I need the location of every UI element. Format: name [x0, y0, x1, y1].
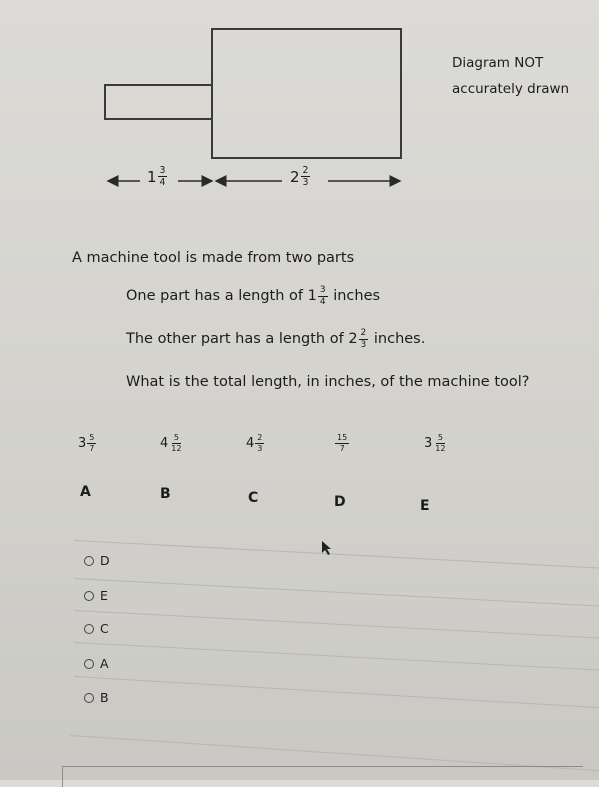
answer-option-label: E — [100, 588, 108, 603]
choice-a-letter: A — [80, 484, 91, 500]
choice-d-value: $\frac{15}{7}$ — [337, 433, 348, 454]
mouse-cursor-icon — [320, 540, 334, 556]
answer-option-e[interactable] — [84, 588, 108, 603]
choice-e-letter: E — [420, 498, 430, 514]
dimension-1-label: 1 $\frac{3}{4}$ — [147, 165, 166, 189]
choice-d-letter: D — [334, 494, 346, 510]
question-ask: What is the total length, in inches, of the machine tool? — [126, 374, 530, 390]
choice-c-value: 4 $\frac{2}{3}$ — [246, 433, 263, 454]
answer-option-a[interactable] — [84, 656, 109, 671]
question-part1: One part has a length of 1 $\frac{3}{4}$ inches — [126, 285, 381, 307]
choice-a-value: 3 $\frac{5}{7}$ — [78, 433, 95, 454]
radio-icon[interactable] — [84, 591, 94, 601]
divider — [74, 610, 599, 639]
choice-e-value: 3 $\frac{5}{12}$ — [424, 433, 446, 454]
answer-option-label: D — [100, 553, 110, 568]
dimension-2-label: 2 $\frac{2}{3}$ — [290, 165, 309, 189]
radio-icon[interactable] — [84, 659, 94, 669]
answer-option-d[interactable] — [84, 553, 110, 568]
choice-b-letter: B — [160, 486, 171, 502]
question-intro: A machine tool is made from two parts — [72, 250, 355, 266]
answer-option-c[interactable] — [84, 621, 109, 636]
radio-icon[interactable] — [84, 693, 94, 703]
diagram-note-line1: Diagram NOT — [452, 55, 544, 71]
answer-option-label: C — [100, 621, 109, 636]
answer-option-label: B — [100, 690, 109, 705]
divider — [74, 540, 599, 569]
choice-b-value: 4 $\frac{5}{12}$ — [160, 433, 182, 454]
choice-c-letter: C — [248, 490, 259, 506]
answer-option-label: A — [100, 656, 109, 671]
radio-icon[interactable] — [84, 624, 94, 634]
bottom-panel-edge — [62, 766, 583, 787]
divider — [74, 578, 599, 607]
radio-icon[interactable] — [84, 556, 94, 566]
question-part2: The other part has a length of 2 $\frac{2}{3}$ inches. — [126, 328, 426, 350]
diagram-note-line2: accurately drawn — [452, 81, 570, 97]
answer-option-b[interactable] — [84, 690, 109, 705]
divider — [74, 642, 599, 671]
divider — [74, 676, 599, 708]
